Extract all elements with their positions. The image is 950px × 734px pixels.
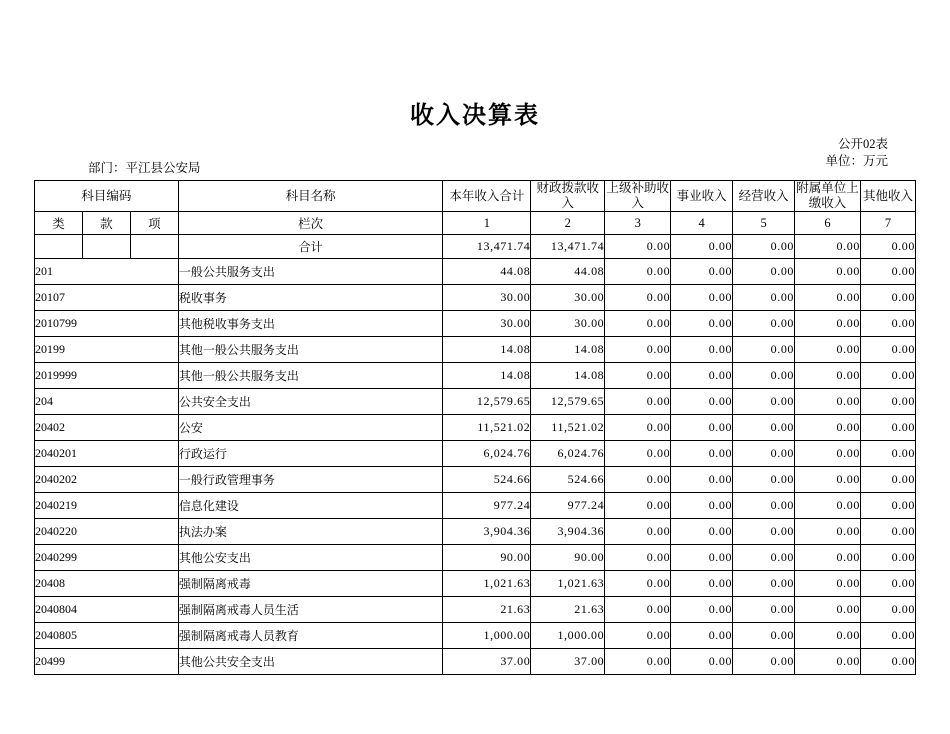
row-value-6: 0.00 [795,493,861,519]
row-code: 2040805 [35,623,179,649]
row-value-1: 1,021.63 [443,571,531,597]
row-value-6: 0.00 [795,311,861,337]
row-value-1: 14.08 [443,337,531,363]
header-num-4: 4 [671,212,733,235]
row-value-7: 0.00 [860,363,915,389]
header-code-group: 科目编码 [35,181,179,212]
total-value-6: 0.00 [795,235,861,259]
row-value-7: 0.00 [860,571,915,597]
row-code: 2040804 [35,597,179,623]
header-code-xiang: 项 [130,212,178,235]
row-value-3: 0.00 [605,389,671,415]
total-value-1: 13,471.74 [443,235,531,259]
row-value-4: 0.00 [671,259,733,285]
row-subject-name: 信息化建设 [178,493,443,519]
total-label: 合计 [178,235,443,259]
row-value-4: 0.00 [671,623,733,649]
row-subject-name: 其他公共安全支出 [178,649,443,675]
table-header [35,181,916,259]
header-col-7: 其他收入 [860,181,915,212]
row-value-5: 0.00 [733,337,795,363]
row-code: 201 [35,259,179,285]
row-subject-name: 强制隔离戒毒人员生活 [178,597,443,623]
row-value-2: 1,021.63 [531,571,605,597]
row-value-2: 14.08 [531,363,605,389]
row-code: 204 [35,389,179,415]
row-code: 2040220 [35,519,179,545]
table-row [35,441,916,467]
table-row [35,337,916,363]
row-value-3: 0.00 [605,649,671,675]
row-subject-name: 税收事务 [178,285,443,311]
row-value-1: 14.08 [443,363,531,389]
table-row [35,597,916,623]
row-value-4: 0.00 [671,545,733,571]
row-subject-name: 一般行政管理事务 [178,467,443,493]
total-code-kuan [82,235,130,259]
row-subject-name: 其他一般公共服务支出 [178,363,443,389]
total-code-lei [35,235,83,259]
header-num-6: 6 [795,212,861,235]
table-total-row [35,235,916,259]
row-code: 20402 [35,415,179,441]
row-value-4: 0.00 [671,389,733,415]
row-value-2: 30.00 [531,311,605,337]
department-line: 部门：平江县公安局 [88,161,201,175]
total-value-4: 0.00 [671,235,733,259]
table-row [35,649,916,675]
row-value-1: 11,521.02 [443,415,531,441]
row-subject-name: 其他一般公共服务支出 [178,337,443,363]
row-value-1: 30.00 [443,285,531,311]
row-value-4: 0.00 [671,363,733,389]
header-code-kuan: 款 [82,212,130,235]
row-value-2: 524.66 [531,467,605,493]
row-value-2: 11,521.02 [531,415,605,441]
row-subject-name: 公共安全支出 [178,389,443,415]
row-value-2: 3,904.36 [531,519,605,545]
row-value-1: 3,904.36 [443,519,531,545]
row-value-3: 0.00 [605,467,671,493]
row-value-3: 0.00 [605,493,671,519]
row-value-6: 0.00 [795,259,861,285]
row-value-3: 0.00 [605,623,671,649]
row-value-1: 90.00 [443,545,531,571]
row-value-7: 0.00 [860,311,915,337]
table-row [35,545,916,571]
row-value-3: 0.00 [605,545,671,571]
total-code-xiang [130,235,178,259]
table-row [35,415,916,441]
row-value-1: 12,579.65 [443,389,531,415]
page-title: 收入决算表 [410,103,540,129]
row-code: 2040299 [35,545,179,571]
row-value-4: 0.00 [671,285,733,311]
row-value-4: 0.00 [671,649,733,675]
header-num-3: 3 [605,212,671,235]
row-value-2: 21.63 [531,597,605,623]
table-row [35,467,916,493]
header-num-1: 1 [443,212,531,235]
row-value-4: 0.00 [671,571,733,597]
header-row-label: 栏次 [178,212,443,235]
row-value-7: 0.00 [860,493,915,519]
total-value-3: 0.00 [605,235,671,259]
row-value-1: 44.08 [443,259,531,285]
header-col-6: 附属单位上缴收入 [796,181,859,210]
header-num-7: 7 [860,212,915,235]
row-value-7: 0.00 [860,545,915,571]
document-meta [825,136,888,170]
row-value-7: 0.00 [860,415,915,441]
row-value-4: 0.00 [671,441,733,467]
table-row [35,519,916,545]
row-code: 2019999 [35,363,179,389]
row-value-5: 0.00 [733,259,795,285]
row-value-5: 0.00 [733,389,795,415]
row-value-4: 0.00 [671,311,733,337]
row-subject-name: 其他税收事务支出 [178,311,443,337]
row-value-3: 0.00 [605,441,671,467]
total-value-5: 0.00 [733,235,795,259]
header-subject-name: 科目名称 [178,181,443,212]
row-value-2: 12,579.65 [531,389,605,415]
row-value-7: 0.00 [860,441,915,467]
row-value-2: 977.24 [531,493,605,519]
row-value-7: 0.00 [860,519,915,545]
row-code: 20107 [35,285,179,311]
table-row [35,389,916,415]
row-subject-name: 一般公共服务支出 [178,259,443,285]
row-value-1: 1,000.00 [443,623,531,649]
header-num-2: 2 [531,212,605,235]
row-value-1: 524.66 [443,467,531,493]
row-code: 2010799 [35,311,179,337]
row-value-4: 0.00 [671,415,733,441]
row-value-2: 44.08 [531,259,605,285]
row-value-2: 30.00 [531,285,605,311]
row-value-7: 0.00 [860,597,915,623]
row-value-6: 0.00 [795,519,861,545]
row-value-5: 0.00 [733,311,795,337]
row-value-7: 0.00 [860,623,915,649]
row-code: 20199 [35,337,179,363]
table-row [35,363,916,389]
row-value-1: 21.63 [443,597,531,623]
row-value-3: 0.00 [605,311,671,337]
row-value-7: 0.00 [860,649,915,675]
row-subject-name: 执法办案 [178,519,443,545]
row-value-7: 0.00 [860,259,915,285]
row-value-3: 0.00 [605,337,671,363]
row-value-4: 0.00 [671,337,733,363]
row-value-6: 0.00 [795,285,861,311]
row-value-3: 0.00 [605,363,671,389]
row-value-6: 0.00 [795,571,861,597]
row-subject-name: 强制隔离戒毒人员教育 [178,623,443,649]
row-value-2: 1,000.00 [531,623,605,649]
table-row [35,285,916,311]
row-value-2: 90.00 [531,545,605,571]
row-value-5: 0.00 [733,623,795,649]
row-value-5: 0.00 [733,649,795,675]
row-value-3: 0.00 [605,571,671,597]
row-value-3: 0.00 [605,259,671,285]
row-value-5: 0.00 [733,285,795,311]
public-table-number: 公开02表 [837,137,888,151]
table-row [35,571,916,597]
row-value-4: 0.00 [671,519,733,545]
row-value-6: 0.00 [795,441,861,467]
row-value-7: 0.00 [860,467,915,493]
row-value-1: 977.24 [443,493,531,519]
row-value-5: 0.00 [733,571,795,597]
total-value-7: 0.00 [860,235,915,259]
row-value-4: 0.00 [671,493,733,519]
header-col-3: 上级补助收入 [606,181,669,210]
row-subject-name: 其他公安支出 [178,545,443,571]
header-col-2: 财政拨款收入 [531,181,605,212]
row-value-4: 0.00 [671,467,733,493]
table-row [35,311,916,337]
header-col-1: 本年收入合计 [443,181,531,212]
table-row [35,259,916,285]
row-value-1: 30.00 [443,311,531,337]
row-code: 20408 [35,571,179,597]
row-value-7: 0.00 [860,389,915,415]
header-col-5: 经营收入 [733,181,795,212]
row-value-6: 0.00 [795,415,861,441]
row-value-6: 0.00 [795,597,861,623]
row-code: 2040219 [35,493,179,519]
row-code: 2040202 [35,467,179,493]
row-value-5: 0.00 [733,493,795,519]
row-value-6: 0.00 [795,623,861,649]
row-value-1: 37.00 [443,649,531,675]
header-code-lei: 类 [35,212,83,235]
header-num-5: 5 [733,212,795,235]
row-value-6: 0.00 [795,337,861,363]
revenue-final-accounts-table [34,180,916,675]
row-value-6: 0.00 [795,363,861,389]
row-value-4: 0.00 [671,597,733,623]
row-value-5: 0.00 [733,545,795,571]
row-value-5: 0.00 [733,519,795,545]
row-value-6: 0.00 [795,649,861,675]
row-subject-name: 行政运行 [178,441,443,467]
row-value-2: 37.00 [531,649,605,675]
row-value-6: 0.00 [795,389,861,415]
table-row [35,493,916,519]
row-code: 20499 [35,649,179,675]
row-value-7: 0.00 [860,285,915,311]
row-subject-name: 公安 [178,415,443,441]
row-code: 2040201 [35,441,179,467]
row-value-5: 0.00 [733,363,795,389]
row-value-5: 0.00 [733,467,795,493]
row-value-5: 0.00 [733,597,795,623]
row-value-6: 0.00 [795,545,861,571]
header-col-4: 事业收入 [671,181,733,212]
table-body [35,259,916,675]
row-value-1: 6,024.76 [443,441,531,467]
total-value-2: 13,471.74 [531,235,605,259]
table-row [35,623,916,649]
unit-note: 单位：万元 [825,154,888,168]
row-value-6: 0.00 [795,467,861,493]
row-value-3: 0.00 [605,519,671,545]
row-subject-name: 强制隔离戒毒 [178,571,443,597]
row-value-2: 6,024.76 [531,441,605,467]
row-value-7: 0.00 [860,337,915,363]
row-value-2: 14.08 [531,337,605,363]
row-value-3: 0.00 [605,415,671,441]
row-value-3: 0.00 [605,285,671,311]
row-value-3: 0.00 [605,597,671,623]
row-value-5: 0.00 [733,441,795,467]
row-value-5: 0.00 [733,415,795,441]
